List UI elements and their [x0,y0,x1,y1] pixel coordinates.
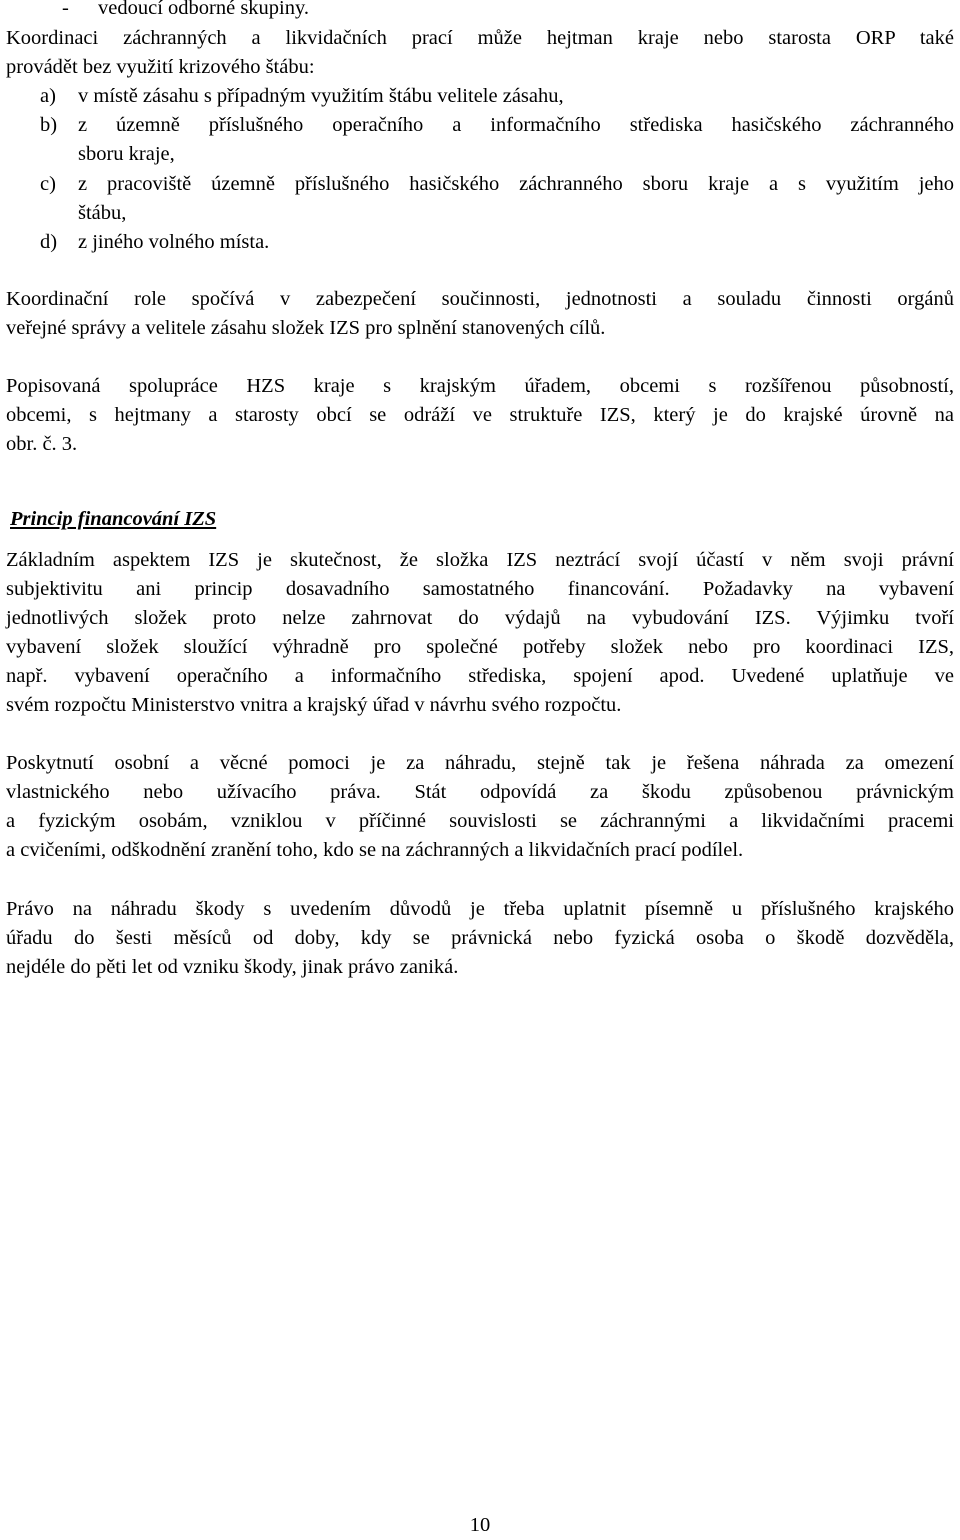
para-assistance-line-2: vlastnického nebo užívacího práva. Stát odpovídá za škodu způsobenou právnickým [6,781,954,803]
option-d [40,228,954,257]
coord-intro-line-2: provádět bez využití krizového štábu: [6,56,315,78]
option-c [40,170,954,199]
para-claim-line-2: úřadu do šesti měsíců od doby, kdy se právnická nebo fyzická osoba o škodě dozvěděla, [6,927,954,949]
option-b [40,111,954,140]
option-c-cont: štábu, [78,202,127,224]
option-a [40,82,954,111]
para-claim-line-3: nejdéle do pěti let od vzniku škody, jinak právo zaniká. [6,956,459,978]
option-label: a) [40,85,56,107]
option-text: z územně příslušného operačního a informačního střediska hasičského záchranného [78,114,954,136]
para-claim-line-1: Právo na náhradu škody s uvedením důvodů je třeba uplatnit písemně u příslušného krajského [6,898,954,920]
section-heading: Princip financování IZS [10,508,217,530]
para-financing-line-2: subjektivitu ani princip dosavadního samostatného financování. Požadavky na vybavení [6,578,954,600]
coord-intro-line-1: Koordinaci záchranných a likvidačních prací může hejtman kraje nebo starosta ORP také [6,27,954,49]
option-label: c) [40,173,56,195]
para-financing-line-3: jednotlivých složek proto nelze zahrnovat do výdajů na vybudování IZS. Výjimku tvoří [6,607,954,629]
para-financing-line-6: svém rozpočtu Ministerstvo vnitra a krajský úřad v návrhu svého rozpočtu. [6,694,622,716]
para-cooperation-line-2: obcemi, s hejtmany a starosty obcí se odráží ve struktuře IZS, který je do krajské úrovně na [6,404,954,426]
option-text: v místě zásahu s případným využitím štábu velitele zásahu, [78,85,564,107]
option-label: b) [40,114,58,136]
dash-marker: - [62,0,69,19]
list-item-vedouci [62,0,954,23]
para-assistance-line-4: a cvičeními, odškodnění zranění toho, kdo se na záchranných a likvidačních prací podílel. [6,839,744,861]
para-cooperation-line-1: Popisovaná spolupráce HZS kraje s krajským úřadem, obcemi s rozšířenou působností, [6,375,954,397]
para-financing-line-4: vybavení složek sloužící výhradně pro společné potřeby složek nebo pro koordinaci IZS, [6,636,954,658]
option-label: d) [40,231,58,253]
option-text: z jiného volného místa. [78,231,270,253]
para-financing-line-5: např. vybavení operačního a informačního střediska, spojení apod. Uvedené uplatňuje ve [6,665,954,687]
para-cooperation-line-3: obr. č. 3. [6,433,78,455]
option-text: z pracoviště územně příslušného hasičského záchranného sboru kraje a s využitím jeho [78,173,954,195]
para-assistance-line-1: Poskytnutí osobní a věcné pomoci je za náhradu, stejně tak je řešena náhrada za omezení [6,752,954,774]
para-role-line-2: veřejné správy a velitele zásahu složek IZS pro splnění stanovených cílů. [6,317,606,339]
option-b-cont: sboru kraje, [78,143,175,165]
list-item-text: vedoucí odborné skupiny. [98,0,310,19]
para-role-line-1: Koordinační role spočívá v zabezpečení součinnosti, jednotnosti a souladu činnosti orgánů [6,288,954,310]
para-assistance-line-3: a fyzickým osobám, vzniklou v příčinné souvislosti se záchrannými a likvidačními pracemi [6,810,954,832]
para-financing-line-1: Základním aspektem IZS je skutečnost, že složka IZS neztrácí svojí účastí v něm svoji právní [6,549,954,571]
page-number: 10 [469,1514,491,1536]
